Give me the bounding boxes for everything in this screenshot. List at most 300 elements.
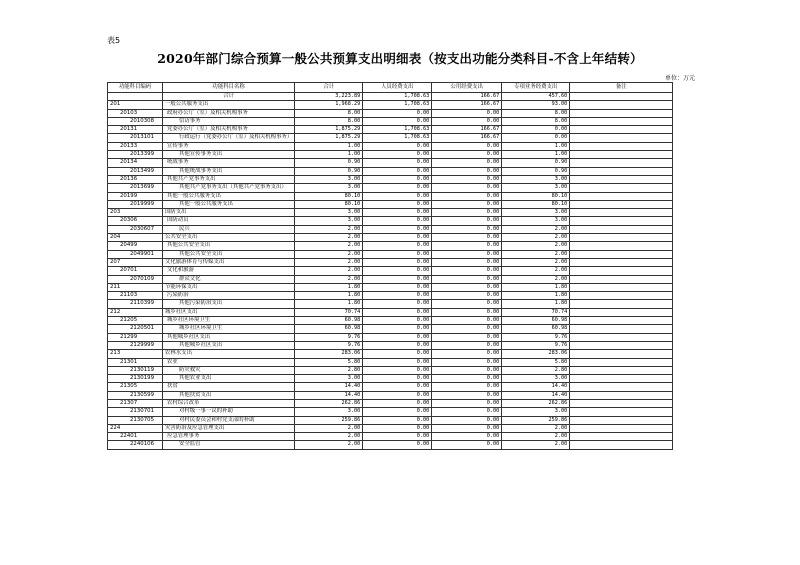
- cell-public: 0.00: [432, 441, 502, 449]
- cell-personnel: 0.00: [363, 151, 432, 159]
- cell-public: 0.00: [432, 234, 502, 242]
- header-name: 功能科目名称: [163, 83, 295, 93]
- cell-special: 2.00: [502, 250, 570, 258]
- cell-code: [108, 93, 163, 101]
- cell-remark: [570, 441, 673, 449]
- cell-public: 0.00: [432, 142, 502, 150]
- cell-special: 93.00: [502, 101, 570, 109]
- cell-personnel: 0.00: [363, 142, 432, 150]
- cell-remark: [570, 142, 673, 150]
- cell-public: 0.00: [432, 292, 502, 300]
- cell-remark: [570, 209, 673, 217]
- cell-personnel: 0.00: [363, 292, 432, 300]
- cell-code: 21301: [108, 358, 163, 366]
- cell-remark: [570, 159, 673, 167]
- cell-personnel: 0.00: [363, 366, 432, 374]
- table-row: [108, 209, 673, 217]
- cell-code: 212: [108, 308, 163, 316]
- cell-personnel: 0.00: [363, 267, 432, 275]
- cell-personnel: 0.00: [363, 275, 432, 283]
- cell-name: 信访事务: [163, 117, 295, 125]
- cell-special: 3.00: [502, 184, 570, 192]
- cell-code: 2130119: [108, 366, 163, 374]
- cell-special: 14.40: [502, 383, 570, 391]
- cell-total: 2.00: [295, 250, 363, 258]
- cell-personnel: 0.00: [363, 391, 432, 399]
- cell-special: 1.00: [502, 151, 570, 159]
- cell-personnel: 1,708.63: [363, 101, 432, 109]
- table-row: [108, 300, 673, 308]
- cell-name: 行政运行（党委办公厅（室）及相关机构事务）: [163, 134, 295, 142]
- form-number: 表5: [107, 36, 121, 45]
- cell-code: 2130199: [108, 375, 163, 383]
- cell-total: 9.76: [295, 341, 363, 349]
- cell-code: 203: [108, 209, 163, 217]
- table-row: [108, 408, 673, 416]
- cell-remark: [570, 184, 673, 192]
- cell-personnel: 0.00: [363, 283, 432, 291]
- cell-total: 283.06: [295, 350, 363, 358]
- cell-personnel: 0.00: [363, 159, 432, 167]
- table-row: [108, 126, 673, 134]
- cell-total: 1,875.29: [295, 126, 363, 134]
- cell-code: 224: [108, 424, 163, 432]
- table-row: [108, 375, 673, 383]
- cell-special: 3.00: [502, 408, 570, 416]
- cell-code: 2049901: [108, 250, 163, 258]
- cell-name: 其他公共安全支出: [163, 242, 295, 250]
- cell-public: 0.00: [432, 167, 502, 175]
- cell-code: 2130599: [108, 391, 163, 399]
- cell-special: 9.76: [502, 333, 570, 341]
- cell-special: 283.06: [502, 350, 570, 358]
- cell-name: 应急管理事务: [163, 433, 295, 441]
- cell-total: 259.86: [295, 416, 363, 424]
- cell-special: 80.10: [502, 200, 570, 208]
- cell-special: 0.90: [502, 159, 570, 167]
- cell-special: 9.76: [502, 341, 570, 349]
- cell-total: 14.40: [295, 383, 363, 391]
- cell-name: 公共安全支出: [163, 234, 295, 242]
- table-row: [108, 217, 673, 225]
- cell-code: 2013699: [108, 184, 163, 192]
- cell-remark: [570, 383, 673, 391]
- cell-special: 2.80: [502, 366, 570, 374]
- cell-public: 0.00: [432, 283, 502, 291]
- table-row: [108, 308, 673, 316]
- table-row: [108, 283, 673, 291]
- cell-total: 9.76: [295, 333, 363, 341]
- cell-name: 农村综合改革: [163, 399, 295, 407]
- cell-total: 60.98: [295, 325, 363, 333]
- cell-code: 2030607: [108, 225, 163, 233]
- cell-remark: [570, 200, 673, 208]
- cell-total: 1,968.29: [295, 101, 363, 109]
- cell-total: 70.74: [295, 308, 363, 316]
- cell-code: 2013101: [108, 134, 163, 142]
- cell-code: 2240106: [108, 441, 163, 449]
- cell-code: 20701: [108, 267, 163, 275]
- cell-total: 3.00: [295, 375, 363, 383]
- cell-remark: [570, 267, 673, 275]
- cell-code: 2120501: [108, 325, 163, 333]
- cell-public: 0.00: [432, 366, 502, 374]
- cell-public: 0.00: [432, 192, 502, 200]
- cell-personnel: 0.00: [363, 250, 432, 258]
- cell-name: 合计: [163, 93, 295, 101]
- table-row: [108, 325, 673, 333]
- cell-special: 2.00: [502, 433, 570, 441]
- cell-remark: [570, 250, 673, 258]
- cell-code: 21103: [108, 292, 163, 300]
- cell-code: 207: [108, 258, 163, 266]
- cell-personnel: 0.00: [363, 441, 432, 449]
- cell-remark: [570, 416, 673, 424]
- cell-total: 14.40: [295, 391, 363, 399]
- table-row: [108, 441, 673, 449]
- cell-special: 0.00: [502, 126, 570, 134]
- cell-name: 其他扶贫支出: [163, 391, 295, 399]
- cell-personnel: 0.00: [363, 192, 432, 200]
- cell-public: 0.00: [432, 308, 502, 316]
- cell-special: 3.00: [502, 217, 570, 225]
- cell-name: 其他污染防治支出: [163, 300, 295, 308]
- cell-remark: [570, 101, 673, 109]
- cell-personnel: 0.00: [363, 184, 432, 192]
- cell-total: 3.00: [295, 184, 363, 192]
- cell-code: 20103: [108, 109, 163, 117]
- cell-personnel: 0.00: [363, 308, 432, 316]
- cell-name: 安全监管: [163, 441, 295, 449]
- cell-remark: [570, 317, 673, 325]
- cell-special: 3.00: [502, 209, 570, 217]
- cell-remark: [570, 308, 673, 316]
- cell-remark: [570, 358, 673, 366]
- table-row: [108, 358, 673, 366]
- cell-total: 3.00: [295, 175, 363, 183]
- cell-public: 0.00: [432, 109, 502, 117]
- cell-name: 一般公共服务支出: [163, 101, 295, 109]
- table-row: [108, 333, 673, 341]
- cell-personnel: 0.00: [363, 350, 432, 358]
- cell-code: 21307: [108, 399, 163, 407]
- cell-remark: [570, 151, 673, 159]
- cell-total: 2.00: [295, 424, 363, 432]
- cell-name: 党委办公厅（室）及相关机构事务: [163, 126, 295, 134]
- table-row: [108, 159, 673, 167]
- cell-total: 1.80: [295, 300, 363, 308]
- cell-public: 0.00: [432, 184, 502, 192]
- table-row: [108, 175, 673, 183]
- cell-personnel: 0.00: [363, 375, 432, 383]
- cell-special: 259.86: [502, 416, 570, 424]
- cell-public: 166.67: [432, 101, 502, 109]
- table-row: [108, 267, 673, 275]
- cell-public: 0.00: [432, 151, 502, 159]
- cell-total: 0.90: [295, 167, 363, 175]
- cell-total: 60.98: [295, 317, 363, 325]
- cell-code: 2110399: [108, 300, 163, 308]
- table-row: [108, 350, 673, 358]
- cell-name: 其他城乡社区支出: [163, 341, 295, 349]
- table-row: [108, 134, 673, 142]
- cell-remark: [570, 341, 673, 349]
- cell-remark: [570, 258, 673, 266]
- cell-special: 8.00: [502, 117, 570, 125]
- table-row: [108, 317, 673, 325]
- cell-special: 457.60: [502, 93, 570, 101]
- cell-remark: [570, 408, 673, 416]
- cell-code: 20306: [108, 217, 163, 225]
- header-total: 合计: [295, 83, 363, 93]
- cell-code: 2013499: [108, 167, 163, 175]
- cell-total: 0.90: [295, 159, 363, 167]
- cell-total: 3.00: [295, 217, 363, 225]
- table-row: [108, 258, 673, 266]
- cell-public: 166.67: [432, 134, 502, 142]
- cell-total: 2.00: [295, 441, 363, 449]
- table-row: [108, 366, 673, 374]
- header-personnel: 人员经费支出: [363, 83, 432, 93]
- table-row: [108, 200, 673, 208]
- cell-special: 2.00: [502, 267, 570, 275]
- cell-public: 0.00: [432, 209, 502, 217]
- table-row: [108, 109, 673, 117]
- table-row: [108, 242, 673, 250]
- cell-remark: [570, 134, 673, 142]
- cell-public: 0.00: [432, 408, 502, 416]
- cell-total: 2.00: [295, 258, 363, 266]
- cell-public: 0.00: [432, 250, 502, 258]
- table-row: [108, 275, 673, 283]
- cell-name: 其他统战事务支出: [163, 167, 295, 175]
- cell-name: 其他一般公共服务支出: [163, 200, 295, 208]
- cell-name: 文化和旅游: [163, 267, 295, 275]
- cell-public: 0.00: [432, 217, 502, 225]
- cell-total: 1.80: [295, 283, 363, 291]
- cell-personnel: 0.00: [363, 300, 432, 308]
- cell-name: 城乡社区环境卫生: [163, 325, 295, 333]
- cell-public: 0.00: [432, 358, 502, 366]
- cell-name: 节能环保支出: [163, 283, 295, 291]
- cell-public: 0.00: [432, 159, 502, 167]
- cell-public: 0.00: [432, 333, 502, 341]
- cell-total: 2.00: [295, 234, 363, 242]
- table-row: [108, 383, 673, 391]
- header-remark: 备注: [570, 83, 673, 93]
- cell-special: 3.00: [502, 375, 570, 383]
- cell-name: 其他一般公共服务支出: [163, 192, 295, 200]
- cell-code: 2019999: [108, 200, 163, 208]
- cell-special: 14.40: [502, 391, 570, 399]
- cell-personnel: 1,708.63: [363, 93, 432, 101]
- cell-remark: [570, 366, 673, 374]
- table-row: [108, 234, 673, 242]
- table-row: [108, 225, 673, 233]
- cell-total: 1,875.29: [295, 134, 363, 142]
- cell-personnel: 0.00: [363, 175, 432, 183]
- cell-remark: [570, 325, 673, 333]
- table-row: [108, 341, 673, 349]
- cell-total: 3.00: [295, 209, 363, 217]
- cell-name: 其他公共安全支出: [163, 250, 295, 258]
- cell-total: 2.00: [295, 267, 363, 275]
- cell-public: 0.00: [432, 275, 502, 283]
- cell-personnel: 0.00: [363, 399, 432, 407]
- header-code: 功能科目编码: [108, 83, 163, 93]
- cell-special: 2.00: [502, 234, 570, 242]
- cell-remark: [570, 424, 673, 432]
- cell-name: 农业: [163, 358, 295, 366]
- cell-name: 宣传事务: [163, 142, 295, 150]
- cell-remark: [570, 333, 673, 341]
- cell-code: 2130701: [108, 408, 163, 416]
- cell-total: 1.00: [295, 151, 363, 159]
- cell-special: 70.74: [502, 308, 570, 316]
- cell-remark: [570, 117, 673, 125]
- cell-name: 其他共产党事务支出（其他共产党事务支出）: [163, 184, 295, 192]
- cell-name: 政府办公厅（室）及相关机构事务: [163, 109, 295, 117]
- cell-total: 3.00: [295, 408, 363, 416]
- cell-name: 群众文化: [163, 275, 295, 283]
- cell-special: 80.10: [502, 192, 570, 200]
- cell-personnel: 0.00: [363, 317, 432, 325]
- cell-special: 8.00: [502, 109, 570, 117]
- cell-name: 其他共产党事务支出: [163, 175, 295, 183]
- table-row: [108, 142, 673, 150]
- cell-remark: [570, 275, 673, 283]
- cell-public: 0.00: [432, 242, 502, 250]
- cell-special: 2.00: [502, 275, 570, 283]
- cell-public: 166.67: [432, 126, 502, 134]
- cell-personnel: 0.00: [363, 325, 432, 333]
- cell-code: 213: [108, 350, 163, 358]
- cell-code: 201: [108, 101, 163, 109]
- table-row: [108, 184, 673, 192]
- cell-total: 80.10: [295, 192, 363, 200]
- cell-code: 22401: [108, 433, 163, 441]
- cell-code: 20133: [108, 142, 163, 150]
- cell-personnel: 0.00: [363, 225, 432, 233]
- cell-personnel: 0.00: [363, 383, 432, 391]
- header-public: 公用经费支出: [432, 83, 502, 93]
- cell-code: 21305: [108, 383, 163, 391]
- cell-name: 对村级一事一议的补助: [163, 408, 295, 416]
- cell-name: 对村民委员会和村党支部的补助: [163, 416, 295, 424]
- cell-name: 民兵: [163, 225, 295, 233]
- table-row: [108, 391, 673, 399]
- cell-special: 1.80: [502, 283, 570, 291]
- cell-remark: [570, 350, 673, 358]
- cell-name: 其他城乡社区支出: [163, 333, 295, 341]
- cell-name: 国防动员: [163, 217, 295, 225]
- cell-personnel: 0.00: [363, 416, 432, 424]
- cell-name: 防灾救灾: [163, 366, 295, 374]
- cell-special: 262.86: [502, 399, 570, 407]
- cell-total: 262.86: [295, 399, 363, 407]
- cell-special: 0.90: [502, 167, 570, 175]
- cell-code: 21205: [108, 317, 163, 325]
- table-row: [108, 416, 673, 424]
- cell-public: 0.00: [432, 325, 502, 333]
- cell-code: 2129999: [108, 341, 163, 349]
- cell-personnel: 0.00: [363, 209, 432, 217]
- cell-name: 灾害防治及应急管理支出: [163, 424, 295, 432]
- table-row: [108, 399, 673, 407]
- cell-name: 统战事务: [163, 159, 295, 167]
- cell-total: 2.80: [295, 366, 363, 374]
- table-row: [108, 101, 673, 109]
- table-header-row: [108, 83, 673, 93]
- cell-name: 扶贫: [163, 383, 295, 391]
- cell-special: 60.98: [502, 325, 570, 333]
- cell-personnel: 0.00: [363, 167, 432, 175]
- cell-special: 1.80: [502, 300, 570, 308]
- cell-total: 80.10: [295, 200, 363, 208]
- cell-remark: [570, 242, 673, 250]
- cell-public: 0.00: [432, 341, 502, 349]
- cell-personnel: 0.00: [363, 109, 432, 117]
- cell-total: 8.00: [295, 109, 363, 117]
- cell-special: 5.80: [502, 358, 570, 366]
- cell-personnel: 0.00: [363, 333, 432, 341]
- cell-code: 20499: [108, 242, 163, 250]
- cell-special: 2.00: [502, 242, 570, 250]
- cell-public: 0.00: [432, 258, 502, 266]
- cell-code: 2010308: [108, 117, 163, 125]
- cell-total: 2.00: [295, 225, 363, 233]
- cell-public: 0.00: [432, 416, 502, 424]
- header-special: 专项业务经费支出: [502, 83, 570, 93]
- cell-code: 2070109: [108, 275, 163, 283]
- cell-public: 166.67: [432, 93, 502, 101]
- cell-total: 5.80: [295, 358, 363, 366]
- cell-code: 20134: [108, 159, 163, 167]
- cell-name: 农林水支出: [163, 350, 295, 358]
- cell-total: 1.00: [295, 142, 363, 150]
- cell-remark: [570, 292, 673, 300]
- cell-personnel: 0.00: [363, 341, 432, 349]
- cell-special: 0.00: [502, 134, 570, 142]
- cell-public: 0.00: [432, 317, 502, 325]
- cell-remark: [570, 175, 673, 183]
- cell-public: 0.00: [432, 433, 502, 441]
- cell-name: 其他宣传事务支出: [163, 151, 295, 159]
- cell-name: 其他农业支出: [163, 375, 295, 383]
- cell-special: 3.00: [502, 175, 570, 183]
- cell-personnel: 0.00: [363, 117, 432, 125]
- cell-code: 21299: [108, 333, 163, 341]
- cell-total: 1.80: [295, 292, 363, 300]
- cell-remark: [570, 126, 673, 134]
- cell-public: 0.00: [432, 424, 502, 432]
- cell-special: 2.00: [502, 441, 570, 449]
- cell-public: 0.00: [432, 375, 502, 383]
- cell-special: 2.00: [502, 424, 570, 432]
- cell-total: 2.00: [295, 433, 363, 441]
- cell-public: 0.00: [432, 350, 502, 358]
- cell-remark: [570, 225, 673, 233]
- cell-public: 0.00: [432, 267, 502, 275]
- expenditure-table: [107, 82, 673, 450]
- cell-special: 1.80: [502, 292, 570, 300]
- cell-public: 0.00: [432, 399, 502, 407]
- cell-remark: [570, 167, 673, 175]
- table-row: [108, 192, 673, 200]
- cell-code: 2130705: [108, 416, 163, 424]
- cell-remark: [570, 433, 673, 441]
- cell-total: 3,223.89: [295, 93, 363, 101]
